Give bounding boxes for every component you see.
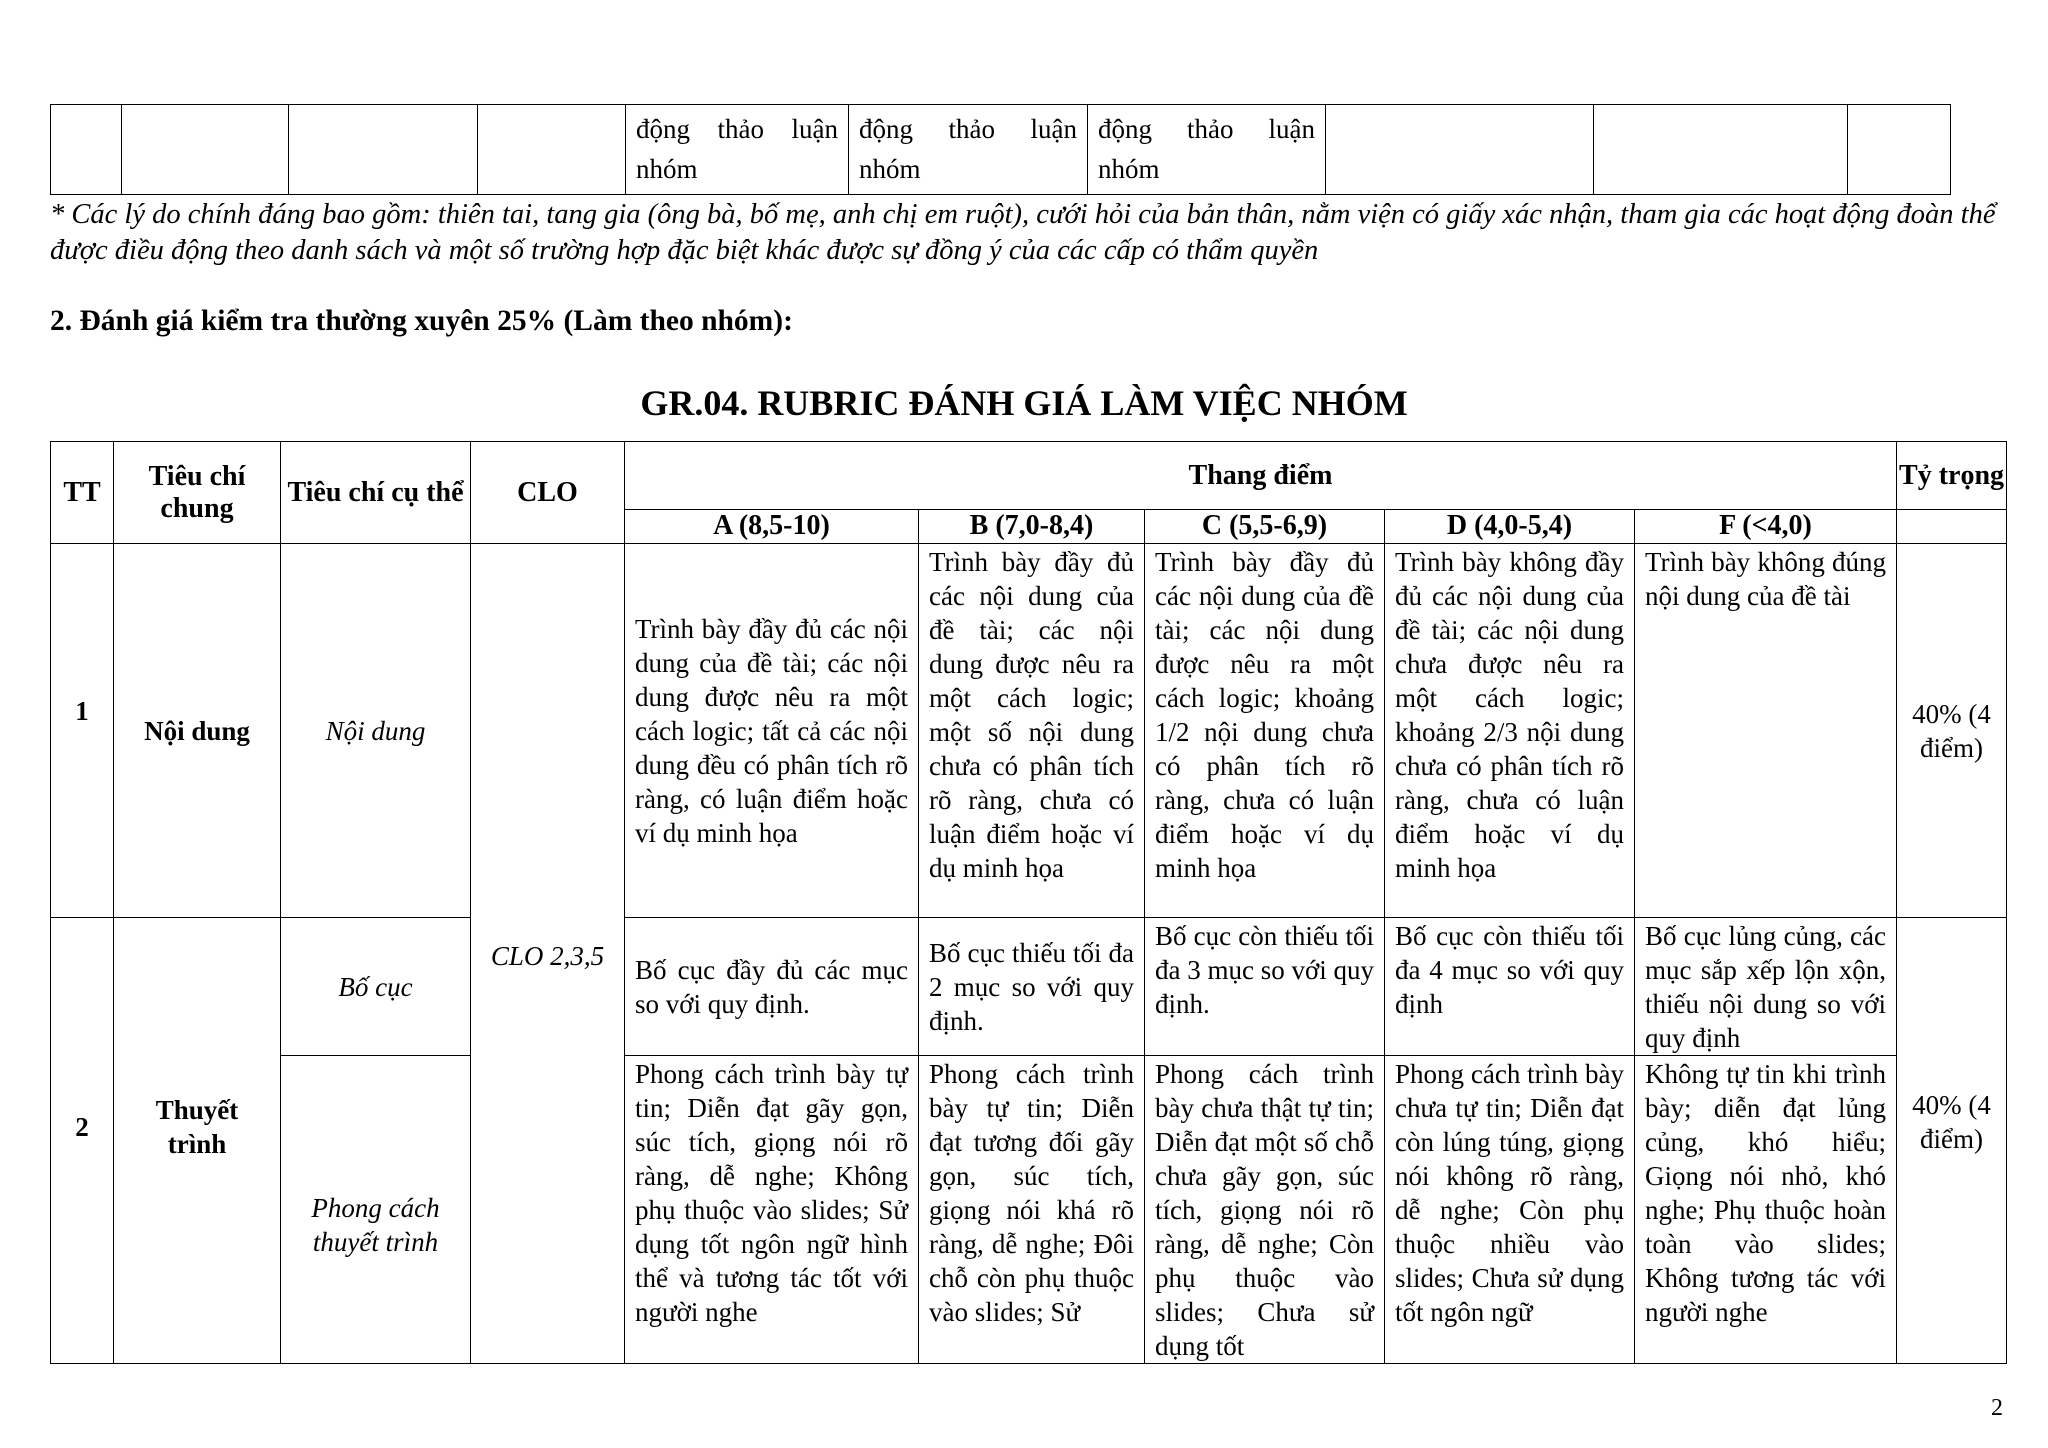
table-cell [849, 105, 1088, 195]
row-number: 1 [51, 544, 114, 918]
grade-c-description: Bố cục còn thiếu tối đa 3 mục so với quy định. [1145, 918, 1385, 1056]
grade-f-description: Không tự tin khi trình bày; diễn đạt lủng củng, khó hiểu; Giọng nói nhỏ, khó nghe; Phụ thuộc hoàn toàn vào slides; Không tương tác với người nghe [1635, 1056, 1897, 1364]
grade-b-description: Trình bày đầy đủ các nội dung của đề tài; các nội dung được nêu ra một cách logic; một số nội dung chưa có phân tích rõ ràng, chưa có luận điểm hoặc ví dụ minh họa [919, 544, 1145, 918]
table-cell [626, 105, 849, 195]
section-heading: 2. Đánh giá kiểm tra thường xuyên 25% (Làm theo nhóm): [50, 305, 793, 337]
specific-criterion: Phong cách thuyết trình [281, 1056, 471, 1364]
grade-b-description: Phong cách trình bày tự tin; Diễn đạt tương đối gãy gọn, súc tích, giọng nói khá rõ ràng, dễ nghe; Đôi chỗ còn phụ thuộc vào slides; Sử [919, 1056, 1145, 1364]
grade-d-description: Bố cục còn thiếu tối đa 4 mục so với quy định [1385, 918, 1635, 1056]
row-number: 2 [51, 918, 114, 1364]
previous-page-table [50, 104, 1951, 195]
weight-value: 40% (4 điểm) [1897, 918, 2007, 1364]
footnote: * Các lý do chính đáng bao gồm: thiên tai, tang gia (ông bà, bố mẹ, anh chị em ruột), cưới hỏi của bản thân, nằm viện có giấy xác nhận, tham gia các hoạt động đoàn thể được điều động theo danh sách và một số trường hợp đặc biệt khác được sự đồng ý của các cấp có thẩm quyền [50, 199, 1996, 266]
table-cell [289, 105, 478, 195]
general-criterion: Thuyết trình [114, 918, 281, 1364]
header-clo: CLO [471, 442, 625, 544]
grade-f-description: Trình bày không đúng nội dung của đề tài [1635, 544, 1897, 918]
grade-a-description: Trình bày đầy đủ các nội dung của đề tài; các nội dung được nêu ra một cách logic; tất cả các nội dung đều có phân tích rõ ràng, có luận điểm hoặc ví dụ minh họa [625, 544, 919, 918]
clo-value: CLO 2,3,5 [471, 544, 625, 1364]
cell-text: động thảo luận nhóm [1098, 114, 1315, 184]
grade-a-description: Bố cục đầy đủ các mục so với quy định. [625, 918, 919, 1056]
specific-criterion: Nội dung [281, 544, 471, 918]
table-cell [1326, 105, 1594, 195]
grade-c-description: Phong cách trình bày chưa thật tự tin; Diễn đạt một số chỗ chưa gãy gọn, súc tích, giọng nói rõ ràng, dễ nghe; Còn phụ thuộc vào slides; Chưa sử dụng tốt [1145, 1056, 1385, 1364]
specific-criterion: Bố cục [281, 918, 471, 1056]
table-cell [1848, 105, 1951, 195]
rubric-table [50, 441, 2007, 1364]
cell-text: động thảo luận nhóm [859, 114, 1077, 184]
header-general-criteria: Tiêu chí chung [114, 442, 281, 544]
grade-d-description: Trình bày không đầy đủ các nội dung của đề tài; các nội dung chưa được nêu ra một cách logic; khoảng 2/3 nội dung chưa có phân tích rõ ràng, chưa có luận điểm hoặc ví dụ minh họa [1385, 544, 1635, 918]
grade-d-description: Phong cách trình bày chưa tự tin; Diễn đạt còn lúng túng, giọng nói không rõ ràng, dễ nghe; Còn phụ thuộc nhiều vào slides; Chưa sử dụng tốt ngôn ngữ [1385, 1056, 1635, 1364]
header-weight-blank [1897, 510, 2007, 544]
table-cell [51, 105, 122, 195]
header-scale: Thang điểm [625, 442, 1897, 510]
rubric-title: GR.04. RUBRIC ĐÁNH GIÁ LÀM VIỆC NHÓM [640, 383, 1408, 423]
header-weight: Tỷ trọng [1897, 442, 2007, 510]
table-cell [1088, 105, 1326, 195]
table-cell [1594, 105, 1848, 195]
header-tt: TT [51, 442, 114, 544]
grade-f-description: Bố cục lủng củng, các mục sắp xếp lộn xộn, thiếu nội dung so với quy định [1635, 918, 1897, 1056]
header-grade-d: D (4,0-5,4) [1385, 510, 1635, 544]
grade-a-description: Phong cách trình bày tự tin; Diễn đạt gãy gọn, súc tích, giọng nói rõ ràng, dễ nghe; Không phụ thuộc vào slides; Sử dụng tốt ngôn ngữ hình thể và tương tác tốt với người nghe [625, 1056, 919, 1364]
header-grade-f: F (<4,0) [1635, 510, 1897, 544]
grade-b-description: Bố cục thiếu tối đa 2 mục so với quy định. [919, 918, 1145, 1056]
table-cell [478, 105, 626, 195]
grade-c-description: Trình bày đầy đủ các nội dung của đề tài; các nội dung được nêu ra một cách logic; khoảng 1/2 nội dung chưa có phân tích rõ ràng, chưa có luận điểm hoặc ví dụ minh họa [1145, 544, 1385, 918]
weight-value: 40% (4 điểm) [1897, 544, 2007, 918]
header-specific-criteria: Tiêu chí cụ thể [281, 442, 471, 544]
page-number: 2 [1991, 1395, 2003, 1421]
cell-text: động thảo luận nhóm [636, 114, 838, 184]
table-cell [122, 105, 289, 195]
general-criterion: Nội dung [114, 544, 281, 918]
header-grade-c: C (5,5-6,9) [1145, 510, 1385, 544]
header-grade-a: A (8,5-10) [625, 510, 919, 544]
header-grade-b: B (7,0-8,4) [919, 510, 1145, 544]
